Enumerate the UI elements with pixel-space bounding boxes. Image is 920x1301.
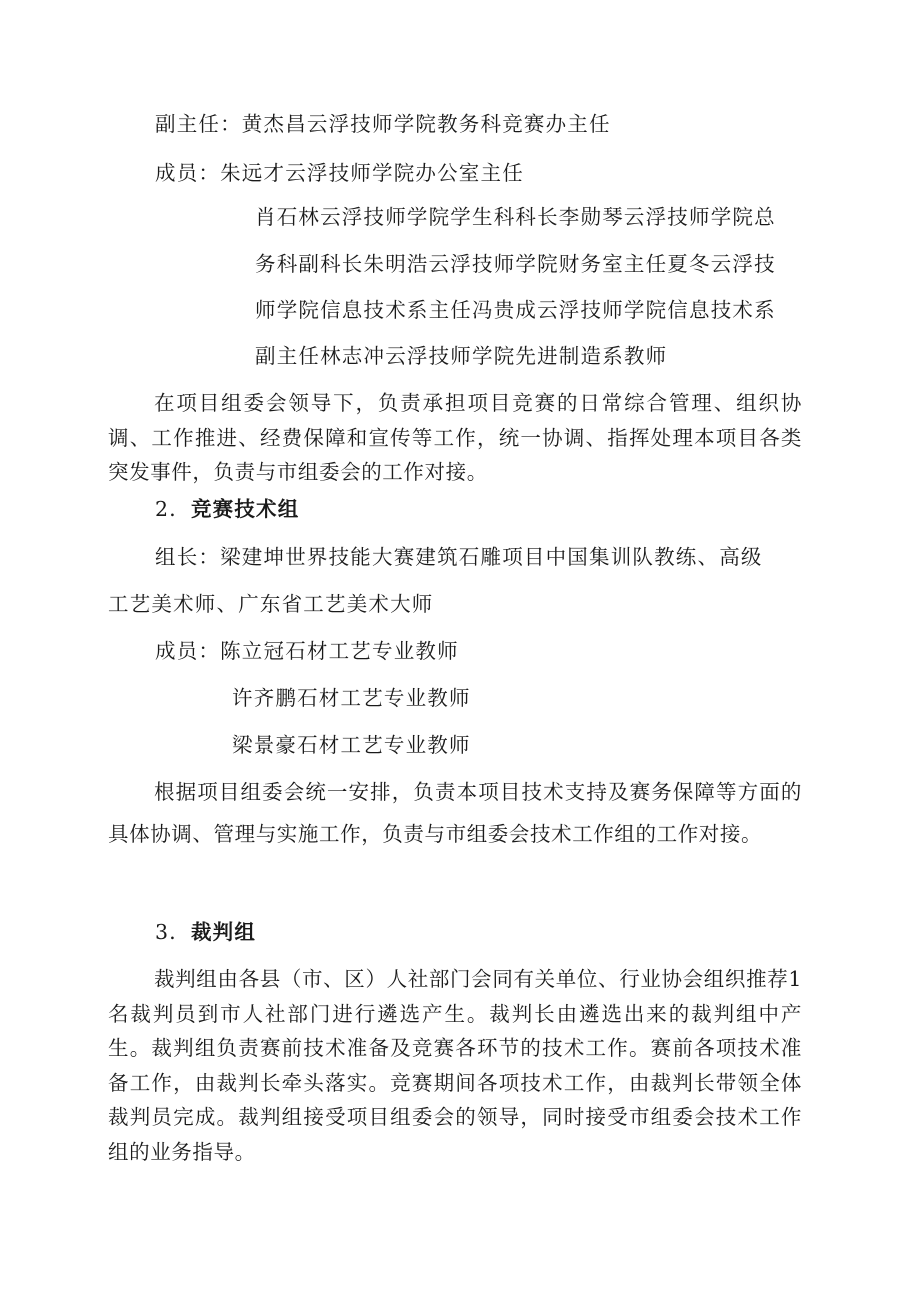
- tech-leader-line-2: 工艺美术师、广东省工艺美术大师: [108, 592, 434, 616]
- section-2-title: 竞赛技术组: [190, 497, 300, 521]
- office-duty-paragraph: 在项目组委会领导下，负责承担项目竞赛的日常综合管理、组织协调、工作推进、经费保障和宣传等工作，统一协调、指挥处理本项目各类突发事件，负责与市组委会的工作对接。: [108, 391, 802, 484]
- section-3-number: 3．: [155, 920, 191, 944]
- tech-leader-line-1: 组长：梁建坤世界技能大赛建筑石雕项目中国集训队教练、高级: [155, 545, 763, 569]
- tech-members-line: 成员：陈立冠石材工艺专业教师: [155, 639, 459, 663]
- tech-duty-paragraph: 根据项目组委会统一安排，负责本项目技术支持及赛务保障等方面的具体协调、管理与实施工作，负责与市组委会技术工作组的工作对接。: [108, 780, 802, 846]
- member-list-line-2: 务科副科长朱明浩云浮技师学院财务室主任夏冬云浮技: [255, 252, 776, 276]
- deputy-director-line: 副主任：黄杰昌云浮技师学院教务科竞赛办主任: [155, 112, 611, 136]
- section-3-heading: [155, 918, 256, 946]
- member-list-line-4: 副主任林志冲云浮技师学院先进制造系教师: [255, 344, 668, 368]
- section-2-heading: [155, 495, 299, 523]
- member-list-line-3: 师学院信息技术系主任冯贵成云浮技师学院信息技术系: [255, 298, 776, 322]
- members-line: 成员：朱远才云浮技师学院办公室主任: [155, 161, 524, 185]
- tech-member-3: 梁景豪石材工艺专业教师: [232, 733, 471, 757]
- judging-paragraph: 裁判组由各县（市、区）人社部门会同有关单位、行业协会组织推荐1名裁判员到市人社部门进行遴选产生。裁判长由遴选出来的裁判组中产生。裁判组负责赛前技术准备及竞赛各环节的技术工作。赛前各项技术准备工作，由裁判长牵头落实。竞赛期间各项技术工作，由裁判长带领全体裁判员完成。裁判组接受项目组委会的领导，同时接受市组委会技术工作组的业务指导。: [108, 967, 802, 1164]
- tech-member-2: 许齐鹏石材工艺专业教师: [232, 686, 471, 710]
- section-2-number: 2．: [155, 497, 191, 521]
- section-3-title: 裁判组: [190, 920, 257, 944]
- member-list-line-1: 肖石林云浮技师学院学生科科长李勋琴云浮技师学院总: [255, 205, 776, 229]
